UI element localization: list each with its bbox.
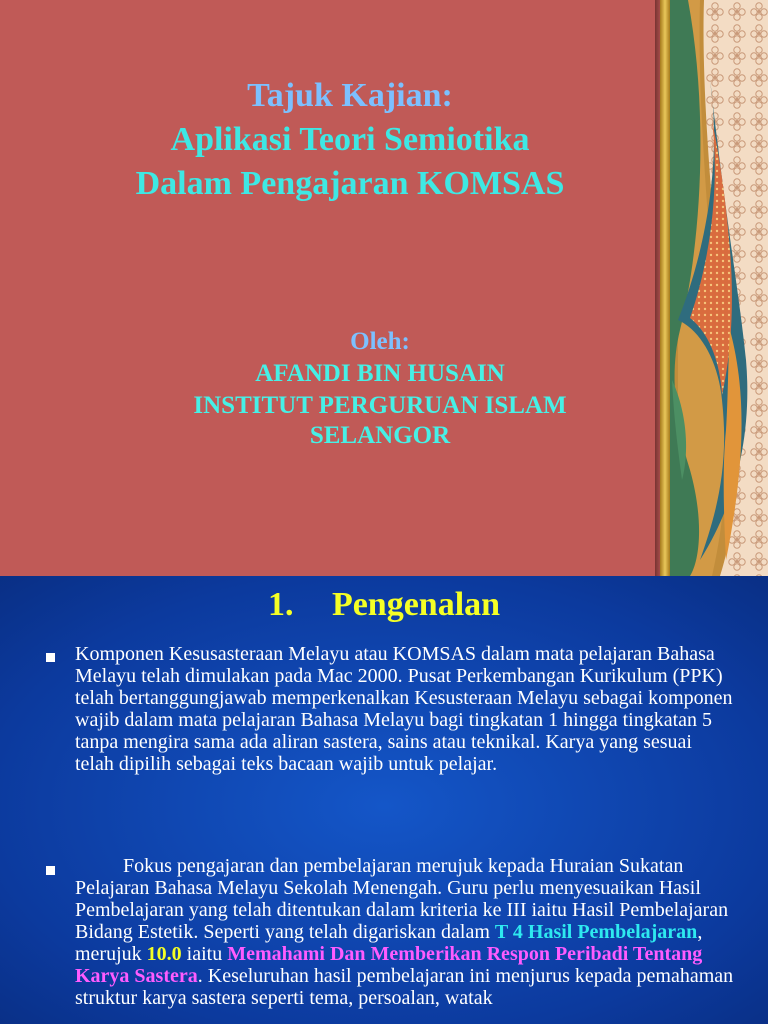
paragraph: Komponen Kesusasteraan Melayu atau KOMSAS dalam mata pelajaran Bahasa Melayu telah dimulakan pada Mac 2000. Pusat Perkembangan Kurikulum (PPK) telah bertanggungjawab memperkenalkan Kesusteraan Melayu sebagai komponen wajib dalam mata pelajaran Bahasa Melayu bagi tingkatan 1 hingga tingkatan 5 tanpa mengira sama ada aliran sastera, sains atau teknikal. Karya yang sesuai telah dipilih sebagai teks bacaan wajib untuk pelajar.: [75, 643, 733, 775]
author-block: [115, 326, 645, 450]
title-line: Aplikasi Teori Semiotika: [170, 121, 530, 158]
section-heading: [0, 584, 768, 626]
bullet-icon: [46, 653, 55, 662]
intro-slide: [0, 576, 768, 1024]
paragraph-text: . Keseluruhan hasil pembelajaran ini menjurus kepada pemahaman struktur karya sastera seperti tema, persoalan, watak: [75, 965, 734, 1009]
highlight-text: Memahami Dan Memberikan Respon Peribadi Tentang Karya Sastera: [75, 943, 703, 987]
section-number: 1.: [267, 586, 294, 623]
paragraph: [75, 855, 735, 1009]
highlight-text: T 4 Hasil Pembelajaran: [494, 921, 698, 943]
author-name: AFANDI BIN HUSAIN: [255, 360, 505, 387]
section-title: Pengenalan: [331, 586, 501, 623]
by-label: Oleh:: [350, 328, 410, 355]
paragraph-text: iaitu: [181, 943, 228, 965]
slide-title: [0, 74, 700, 206]
title-line: Dalam Pengajaran KOMSAS: [135, 165, 565, 202]
paragraph-text: , merujuk: [75, 921, 703, 965]
institution-line: SELANGOR: [309, 422, 451, 449]
title-line: Tajuk Kajian:: [247, 77, 453, 114]
institution-line: INSTITUT PERGURUAN ISLAM: [193, 392, 567, 419]
batik-decoration-icon: [660, 0, 768, 576]
paragraph-text: Fokus pengajaran dan pembelajaran merujuk kepada Huraian Sukatan Pelajaran Bahasa Melayu Sekolah Menengah. Guru perlu menyesuaikan Hasil Pembelajaran yang telah ditentukan dalam kriteria ke III iaitu Hasil Pembelajaran Bidang Estetik. Seperti yang telah digariskan dalam: [75, 855, 729, 943]
highlight-text: 10.0: [146, 943, 182, 965]
bullet-icon: [46, 866, 55, 875]
